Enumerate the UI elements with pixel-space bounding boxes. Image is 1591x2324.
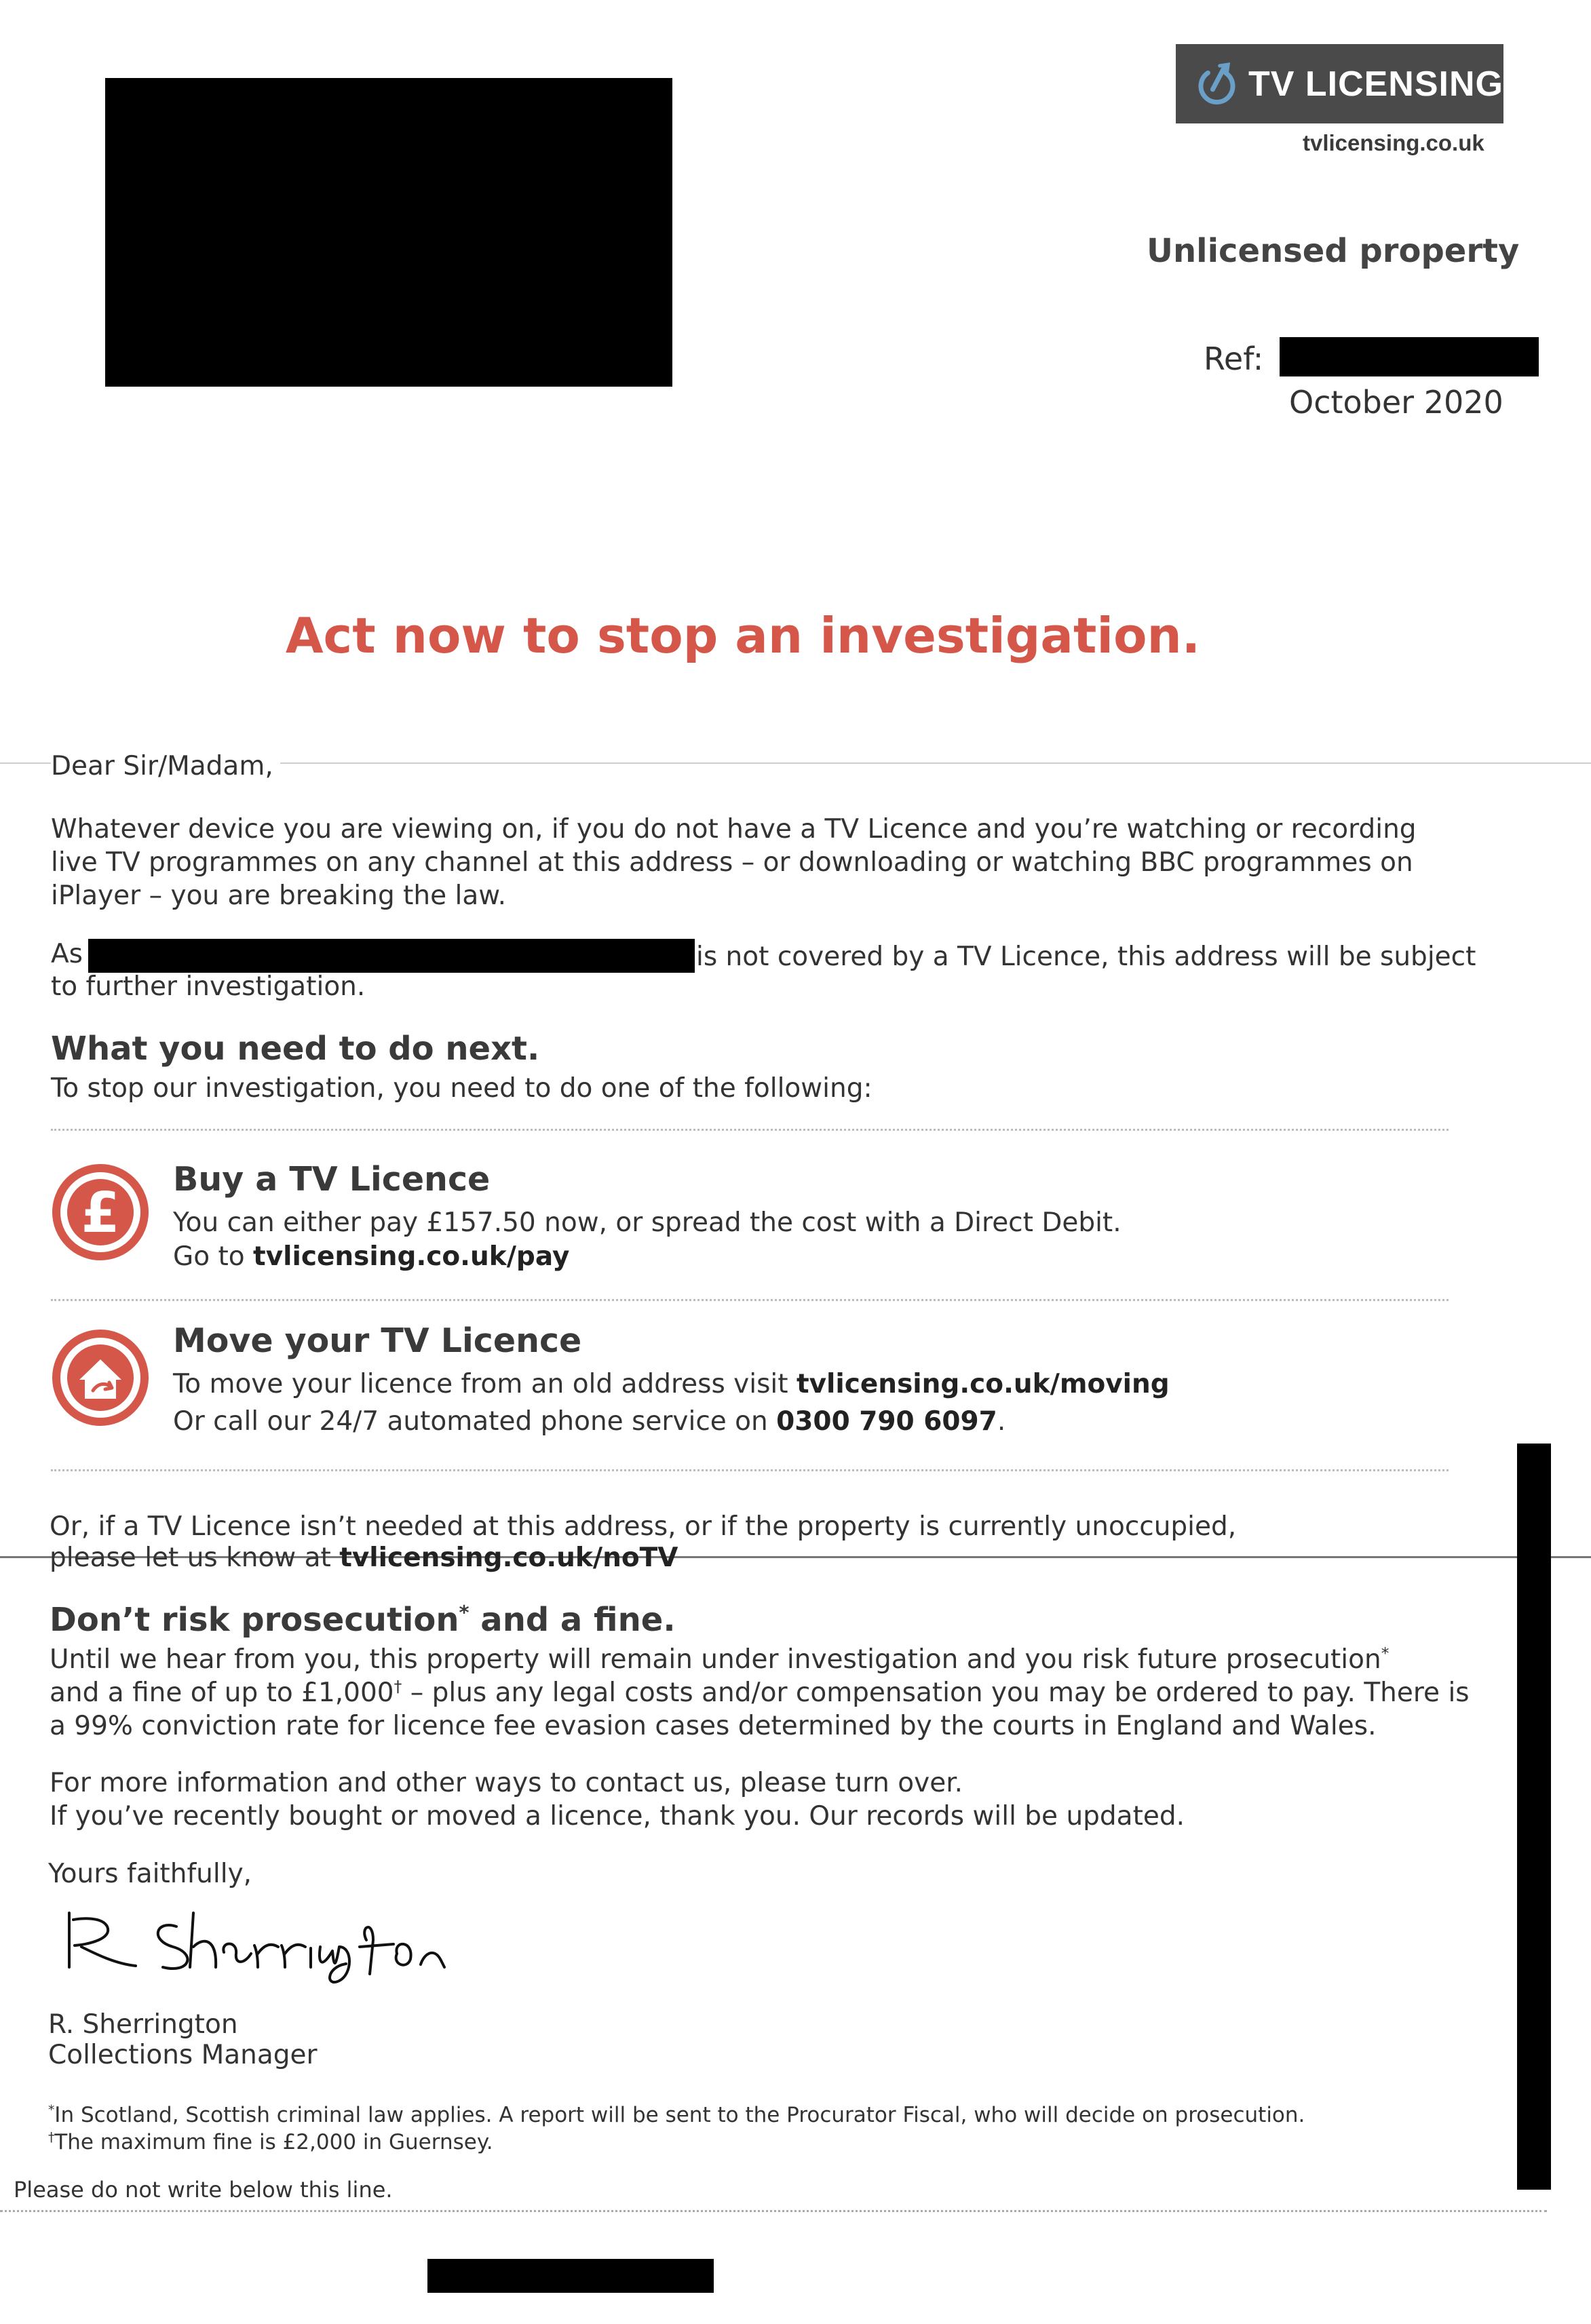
redacted-address <box>105 78 672 387</box>
footnote-line <box>48 2129 1305 2156</box>
prosecution-line-text: Until we hear from you, this property will remain under investigation and you risk future prosecution <box>50 1644 1381 1675</box>
move-licence-title: Move your TV Licence <box>173 1321 582 1360</box>
prosecution-heading-text-2: and a fine. <box>480 1601 676 1639</box>
more-info-line: If you’ve recently bought or moved a licence, thank you. Our records will be updated. <box>50 1801 1185 1832</box>
buy-licence-link[interactable]: tvlicensing.co.uk/pay <box>253 1241 570 1272</box>
logo-text: TV LICENSING <box>1248 64 1503 104</box>
footnote-mark: † <box>48 2130 55 2145</box>
footnote-mark: * <box>48 2103 55 2118</box>
pound-icon <box>51 1163 150 1264</box>
coverage-line2: to further investigation. <box>51 971 366 1002</box>
prosecution-line <box>50 1676 1470 1709</box>
footnote-line <box>48 2102 1305 2129</box>
letter-date: October 2020 <box>1289 384 1503 421</box>
signature <box>54 1899 461 2011</box>
tear-off-note: Please do not write below this line. <box>14 2177 393 2203</box>
redacted-margin-bar <box>1517 1444 1551 2190</box>
website-link[interactable]: tvlicensing.co.uk <box>1303 130 1484 155</box>
closing: Yours faithfully, <box>48 1859 252 1889</box>
redacted-barcode <box>427 2259 714 2293</box>
footnote-mark: † <box>394 1677 402 1696</box>
divider <box>51 1129 1449 1131</box>
redacted-ref <box>1280 337 1539 376</box>
footnote-mark: * <box>459 1601 469 1624</box>
not-needed-line1: Or, if a TV Licence isn’t needed at this address, or if the property is currently unoccupied, <box>50 1511 1237 1542</box>
buy-go-to: Go to <box>173 1241 245 1272</box>
buy-licence-line2 <box>173 1240 569 1273</box>
signatory-name: R. Sherrington <box>48 2009 238 2040</box>
no-tv-link[interactable]: tvlicensing.co.uk/noTV <box>339 1543 678 1573</box>
headline: Act now to stop an investigation. <box>285 607 1201 664</box>
prosecution-line <box>50 1643 1470 1676</box>
intro-line: iPlayer – you are breaking the law. <box>51 880 506 911</box>
prosecution-paragraph <box>50 1643 1470 1743</box>
footnote-text: In Scotland, Scottish criminal law applies. A report will be sent to the Procurator Fiscal, who will decide on prosecution. <box>54 2103 1305 2127</box>
next-steps-subheading: To stop our investigation, you need to do one of the following: <box>51 1073 873 1104</box>
prosecution-line-text: and a fine of up to £1,000 <box>50 1678 394 1708</box>
move-line2-text: Or call our 24/7 automated phone service on <box>173 1406 768 1437</box>
not-needed-text: please let us know at <box>50 1543 331 1573</box>
move-line2-suffix: . <box>997 1406 1006 1437</box>
redacted-name <box>88 939 695 973</box>
divider <box>51 1299 1449 1301</box>
intro-paragraph <box>51 813 1417 912</box>
phone-number[interactable]: 0300 790 6097 <box>776 1406 997 1437</box>
property-status: Unlicensed property <box>1147 232 1520 270</box>
more-info <box>50 1766 1185 1833</box>
not-needed-line2 <box>50 1541 678 1574</box>
move-licence-line1 <box>173 1368 1170 1401</box>
prosecution-heading <box>50 1601 676 1639</box>
prosecution-line: a 99% conviction rate for licence fee evasion cases determined by the courts in England and Wales. <box>50 1711 1377 1741</box>
footnote-mark: * <box>1381 1644 1389 1663</box>
signatory-title: Collections Manager <box>48 2040 318 2070</box>
tear-off-line <box>0 2210 1547 2212</box>
coverage-prefix: As <box>51 939 83 969</box>
intro-line: live TV programmes on any channel at this address – or downloading or watching BBC programmes on <box>51 847 1413 878</box>
more-info-line: For more information and other ways to contact us, please turn over. <box>50 1768 963 1798</box>
tv-licensing-logo-icon <box>1196 58 1238 111</box>
move-line1-text: To move your licence from an old address visit <box>173 1369 788 1399</box>
buy-licence-line1: You can either pay £157.50 now, or spread the cost with a Direct Debit. <box>173 1207 1122 1238</box>
prosecution-heading-text: Don’t risk prosecution <box>50 1601 459 1639</box>
salutation: Dear Sir/Madam, <box>51 750 280 783</box>
coverage-suffix: is not covered by a TV Licence, this address will be subject <box>696 942 1476 972</box>
house-move-icon <box>51 1328 150 1430</box>
intro-line: Whatever device you are viewing on, if you do not have a TV Licence and you’re watching or recording <box>51 814 1417 845</box>
ref-label: Ref: <box>1204 341 1264 377</box>
footnote-text: The maximum fine is £2,000 in Guernsey. <box>54 2130 493 2154</box>
move-licence-link[interactable]: tvlicensing.co.uk/moving <box>796 1369 1170 1399</box>
buy-licence-title: Buy a TV Licence <box>173 1160 491 1199</box>
tv-licensing-logo <box>1176 44 1503 123</box>
svg-text:£: £ <box>81 1181 120 1245</box>
prosecution-line-text: – plus any legal costs and/or compensation you may be ordered to pay. There is <box>410 1678 1470 1708</box>
footnotes <box>48 2102 1305 2156</box>
move-licence-line2 <box>173 1405 1005 1438</box>
next-steps-heading: What you need to do next. <box>51 1030 540 1068</box>
divider <box>51 1469 1449 1471</box>
